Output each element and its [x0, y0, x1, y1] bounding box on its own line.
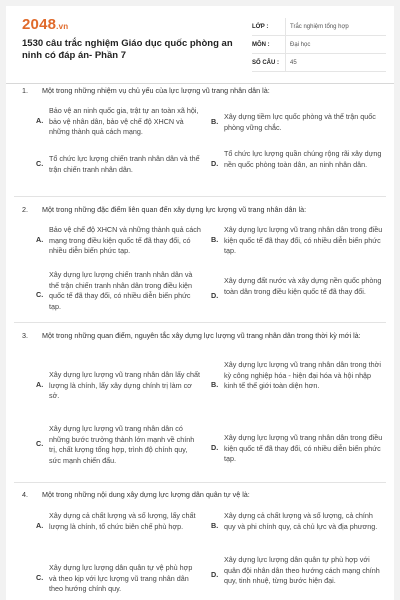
divider — [14, 322, 386, 323]
option-text: Xây dựng lực lượng chiến tranh nhân dân và thế trận chiến tranh nhân dân trong điều kiện quốc tế đã thay đổi, có nhiều diễn biến phức tạp. — [49, 270, 193, 311]
option-text: Xây dựng lực lượng dân quân tự vệ phù hợp và theo kịp với lực lượng vũ trang nhân dân theo hướng chính quy. — [49, 563, 193, 593]
option-text: Tổ chức lực lượng quần chúng rộng rãi xây dựng nền quốc phòng toàn dân, an ninh nhân dân. — [224, 149, 382, 169]
option-letter: A. — [36, 116, 44, 125]
meta-label: LỚP : — [252, 23, 269, 30]
question-number: 3. — [22, 331, 28, 340]
option-letter: D. — [211, 443, 219, 452]
meta-table — [252, 18, 386, 72]
question-text: Một trong những nhiệm vụ chủ yếu của lực lượng vũ trang nhân dân là: — [42, 86, 270, 95]
option-letter: C. — [36, 573, 44, 582]
option-text: Xây dựng lực lượng dân quân tự phù hợp với quân đội nhân dân theo hướng cách mạng chính quy, tinh nhuệ, từng bước hiện đại. — [224, 555, 380, 585]
question-number: 1. — [22, 86, 28, 95]
option-letter: A. — [36, 521, 44, 530]
meta-value: Đại học — [285, 36, 386, 53]
option-letter: D. — [211, 291, 219, 300]
divider — [14, 482, 386, 483]
divider — [14, 196, 386, 197]
worksheet-header — [6, 6, 394, 84]
option-letter: A. — [36, 380, 44, 389]
meta-value: 45 — [285, 54, 386, 71]
option-letter: D. — [211, 159, 219, 168]
meta-row-count — [252, 54, 386, 72]
option-text: Xây dựng lực lượng vũ trang nhân dân lấy chất lượng là chính, lấy xây dựng chính trị làm cơ sở. — [49, 370, 201, 400]
meta-row-subject — [252, 36, 386, 54]
meta-row-class — [252, 18, 386, 36]
option-text: Xây dựng đất nước và xây dựng nền quốc phòng toàn dân trong điều kiện quốc tế đã thay đổi. — [224, 276, 382, 296]
option-letter: D. — [211, 570, 219, 579]
question-text: Một trong những nội dung xây dựng lực lượng dân quân tự vệ là: — [42, 490, 250, 499]
option-text: Xây dựng lực lượng vũ trang nhân dân trong thời kỳ công nghiệp hóa - hiện đại hóa và hội nhập kinh tế thế giới toàn diện hơn. — [224, 360, 381, 390]
question-number: 4. — [22, 490, 28, 499]
option-text: Tổ chức lực lượng chiến tranh nhân dân và thế trận chiến tranh nhân dân. — [49, 154, 200, 174]
site-logo[interactable]: 2048.vn — [22, 16, 69, 33]
option-text: Xây dựng lực lượng vũ trang nhân dân có những bước trưởng thành lớn mạnh về chính trị, chất lượng tổng hợp, trình độ chính quy, sức mạnh chiến đấu. — [49, 424, 195, 465]
option-text: Xây dựng lực lượng vũ trang nhân dân trong điều kiện quốc tế đã thay đổi, có nhiều diễn biến phức tạp. — [224, 433, 383, 463]
meta-label: MÔN : — [252, 41, 270, 48]
question-number: 2. — [22, 205, 28, 214]
option-text: Bảo vệ chế độ XHCN và những thành quả cách mạng trong điều kiện quốc tế đã thay đổi, có nhiều diễn biến phức tạp. — [49, 225, 201, 255]
page-title: 1530 câu trắc nghiệm Giáo dục quốc phòng an ninh có đáp án- Phần 7 — [22, 38, 233, 61]
meta-label: SỐ CÂU : — [252, 59, 279, 66]
option-text: Xây dựng tiềm lực quốc phòng và thế trận quốc phòng vững chắc. — [224, 112, 376, 132]
option-letter: B. — [211, 521, 219, 530]
option-letter: C. — [36, 290, 44, 299]
option-letter: A. — [36, 235, 44, 244]
option-letter: B. — [211, 117, 219, 126]
option-letter: B. — [211, 380, 219, 389]
option-letter: B. — [211, 235, 219, 244]
option-letter: C. — [36, 439, 44, 448]
option-text: Xây dựng cả chất lượng và số lượng, cả chính quy và phi chính quy, cả chủ lực và địa phương. — [224, 511, 378, 531]
question-text: Một trong những đặc điểm liên quan đến xây dựng lực lượng vũ trang nhân dân là: — [42, 205, 307, 214]
option-text: Xây dựng lực lượng vũ trang nhân dân trong điều kiện quốc tế đã thay đổi, có nhiều diễn biến phức tạp. — [224, 225, 383, 255]
meta-value: Trắc nghiệm tổng hợp — [285, 18, 386, 35]
worksheet-page — [6, 6, 394, 600]
option-text: Bảo vệ an ninh quốc gia, trật tự an toàn xã hội, bảo vệ nhân dân, bảo vệ chế độ XHCN và những thành quả cách mạng. — [49, 106, 199, 136]
question-text: Một trong những quan điểm, nguyên tắc xây dựng lực lượng vũ trang nhân dân trong thời kỳ mới là: — [42, 331, 361, 340]
option-text: Xây dựng cả chất lượng và số lượng, lấy chất lượng là chính, tổ chức biên chế phù hợp. — [49, 511, 196, 531]
option-letter: C. — [36, 159, 44, 168]
